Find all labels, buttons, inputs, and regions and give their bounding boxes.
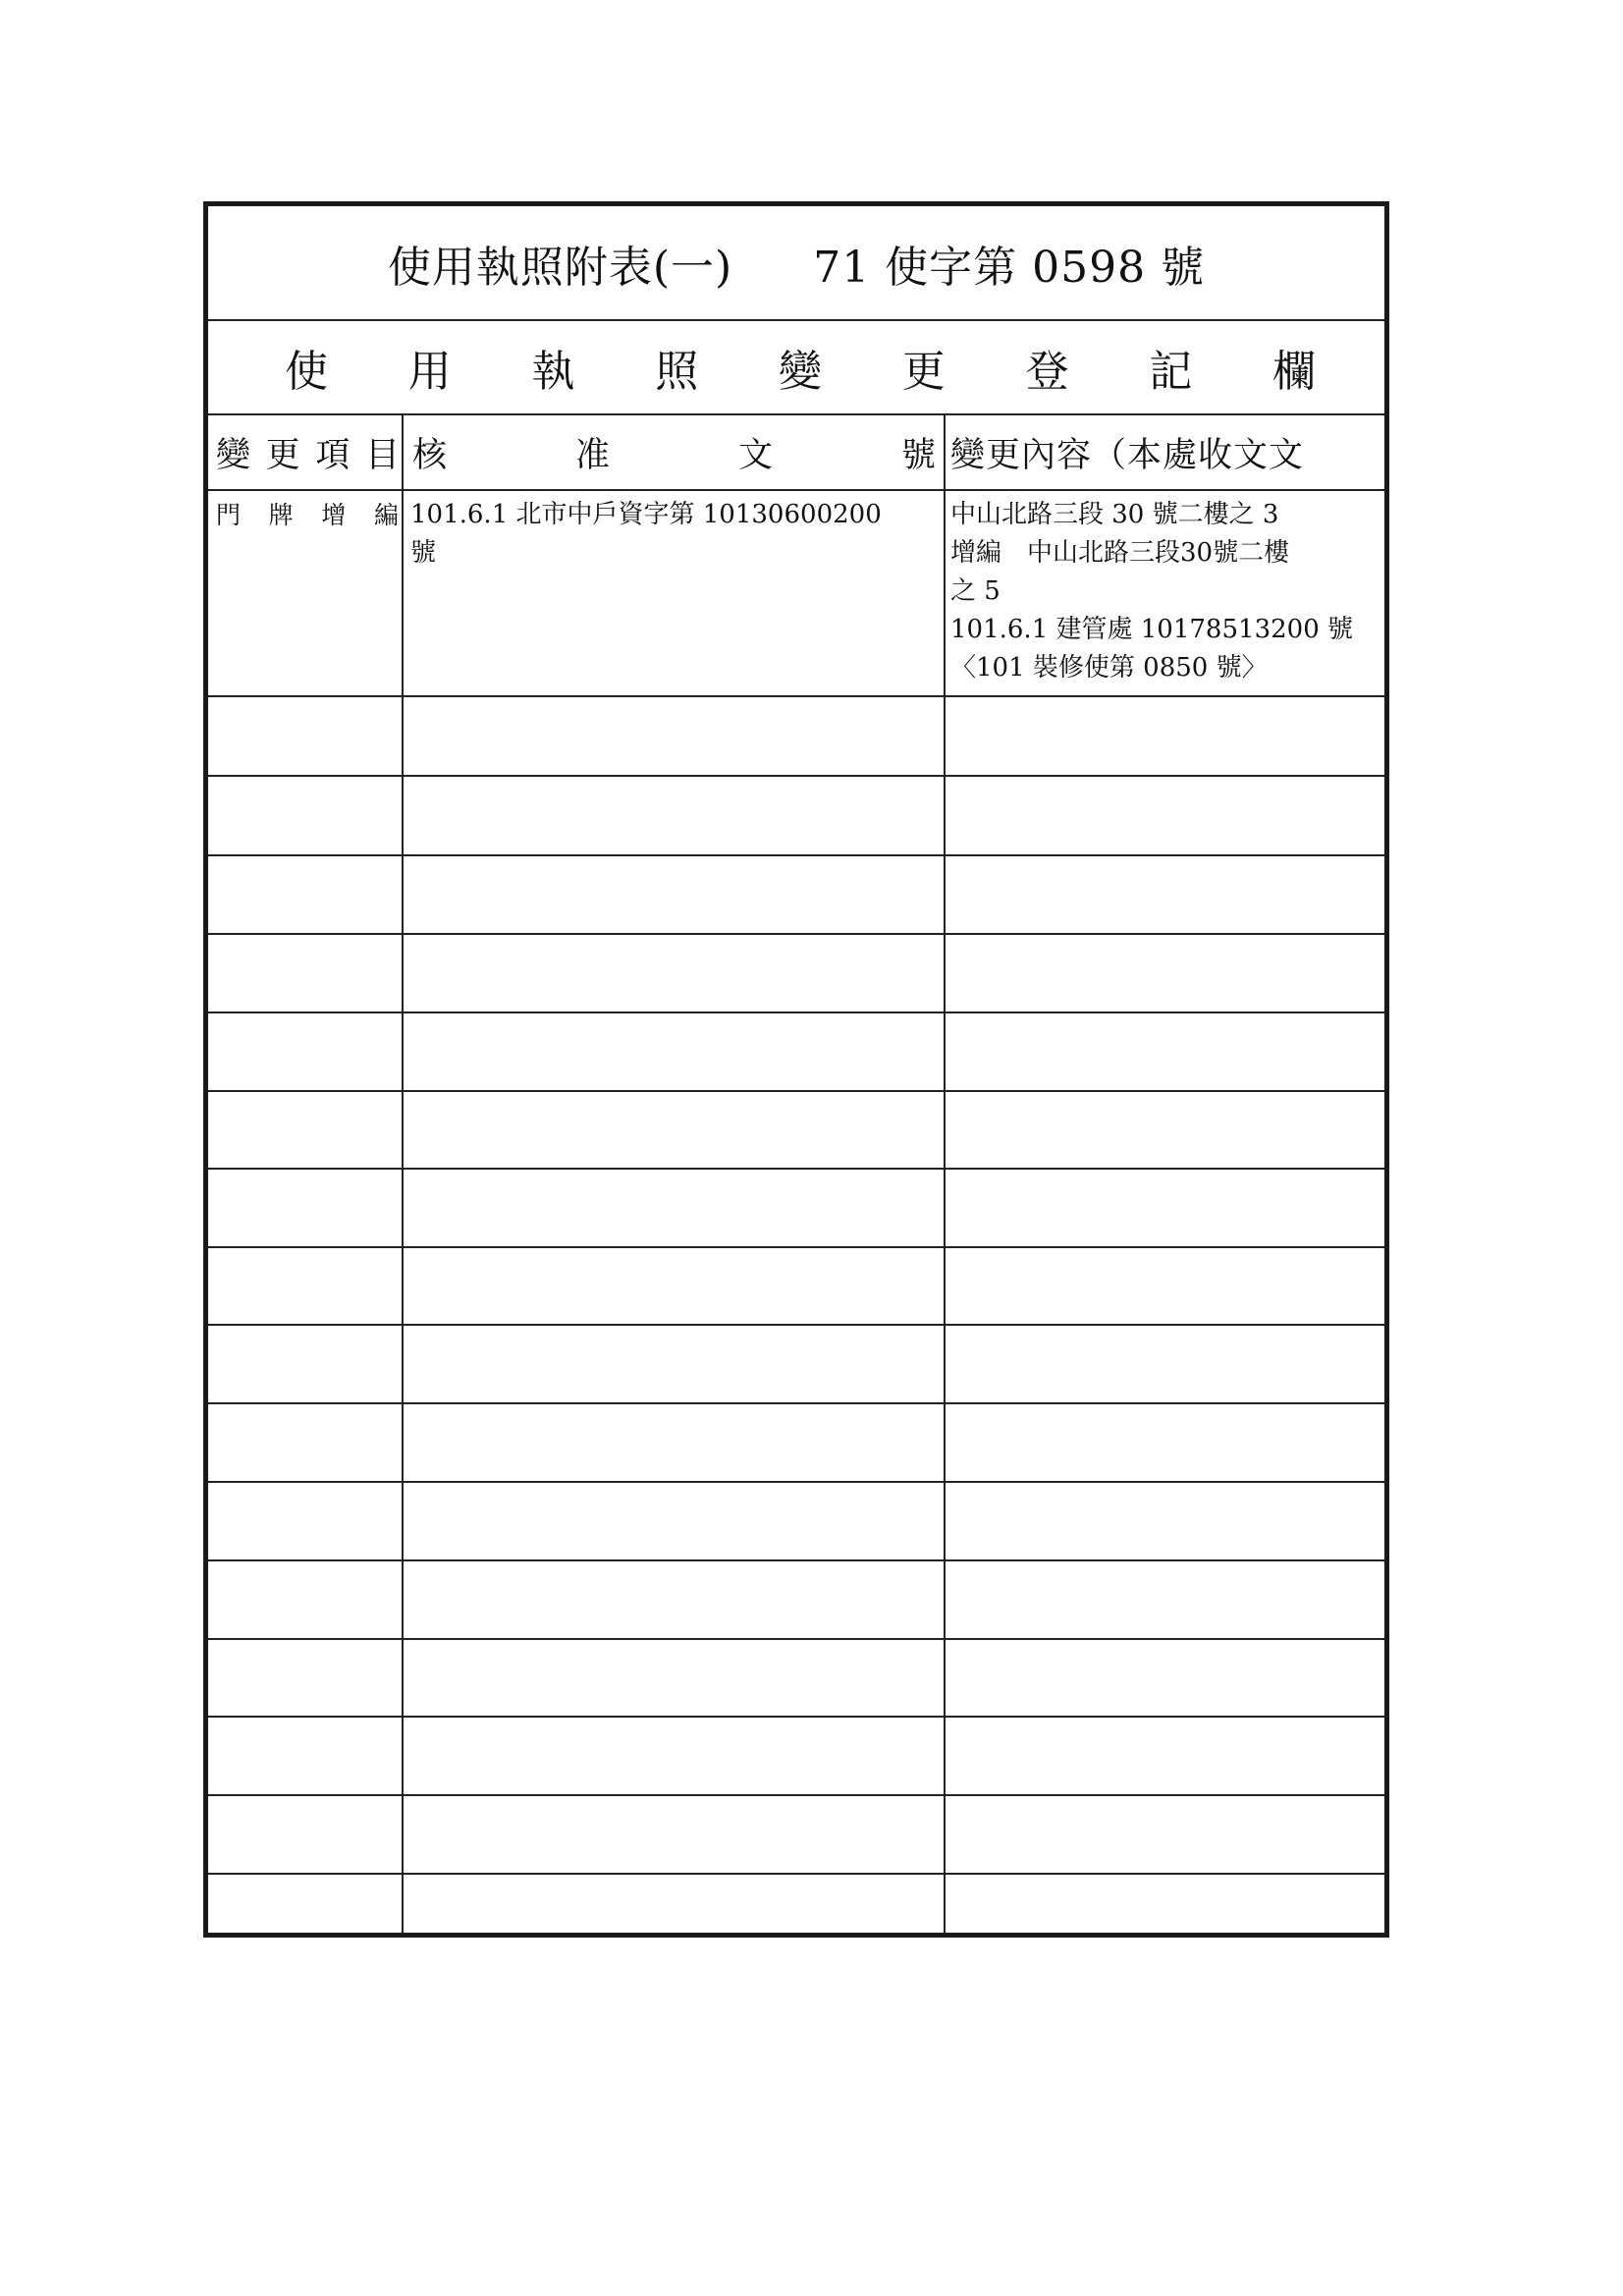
subtitle-char: 照 [655, 347, 699, 397]
title-license-number: 71 使字第 0598 號 [813, 242, 1206, 293]
subtitle-char: 記 [1149, 347, 1193, 397]
entry-line: 之 5 [950, 576, 1001, 606]
row-divider [208, 1090, 1384, 1092]
entry-char: 牌 [268, 501, 294, 529]
row-divider [208, 489, 1384, 491]
subtitle-char: 使 [285, 347, 328, 397]
entry-change-item [216, 496, 399, 534]
row-divider [208, 1402, 1384, 1404]
header-char: 准 [574, 435, 610, 475]
row-divider [208, 1638, 1384, 1640]
entry-line: 101.6.1 北市中戶資字第 10130600200 [410, 500, 882, 529]
entry-line: 〈101 裝修使第 0850 號〉 [950, 653, 1268, 683]
header-char: 文 [737, 435, 773, 475]
license-change-table [203, 201, 1389, 1938]
row-divider [208, 1481, 1384, 1483]
header-char: 核 [412, 435, 448, 475]
row-divider [208, 695, 1384, 697]
entry-line: 號 [410, 538, 437, 568]
table-subtitle [208, 321, 1384, 415]
entry-line: 中山北路三段 30 號二樓之 3 [950, 500, 1279, 529]
row-divider [208, 1011, 1384, 1013]
row-divider [208, 854, 1384, 856]
header-char: 項 [315, 435, 351, 475]
table-title [208, 206, 1384, 321]
entry-char: 增 [321, 501, 347, 529]
column-divider [944, 415, 946, 1933]
subtitle-char: 登 [1025, 347, 1069, 397]
entry-char: 編 [373, 501, 399, 529]
column-divider [402, 415, 404, 1933]
subtitle-char: 變 [779, 347, 822, 397]
row-divider [208, 1168, 1384, 1170]
row-divider [208, 775, 1384, 777]
row-divider [208, 1246, 1384, 1248]
header-char: 號 [900, 435, 936, 475]
subtitle-char: 執 [531, 347, 575, 397]
row-divider [208, 1794, 1384, 1796]
header-change-item [216, 415, 400, 489]
entry-change-content [950, 496, 1388, 687]
row-divider [208, 1559, 1384, 1561]
row-divider [208, 1873, 1384, 1875]
table-grid [208, 415, 1384, 1933]
title-left: 使用執照附表(一) [387, 242, 733, 293]
row-divider [208, 933, 1384, 935]
entry-char: 門 [216, 501, 242, 529]
subtitle-char: 欄 [1272, 347, 1316, 397]
header-change-content: 變更內容（本處收文文 [950, 435, 1305, 475]
header-char: 變 [216, 435, 251, 475]
header-char: 更 [265, 435, 300, 475]
entry-line: 101.6.1 建管處 10178513200 號 [950, 615, 1353, 644]
entry-line: 增編 中山北路三段30號二樓 [950, 538, 1290, 568]
subtitle-char: 更 [901, 347, 946, 397]
header-approval-number [412, 415, 938, 489]
row-divider [208, 1324, 1384, 1326]
header-char: 目 [364, 435, 400, 475]
entry-approval-number [410, 496, 941, 573]
row-divider [208, 1716, 1384, 1718]
subtitle-char: 用 [407, 347, 452, 397]
